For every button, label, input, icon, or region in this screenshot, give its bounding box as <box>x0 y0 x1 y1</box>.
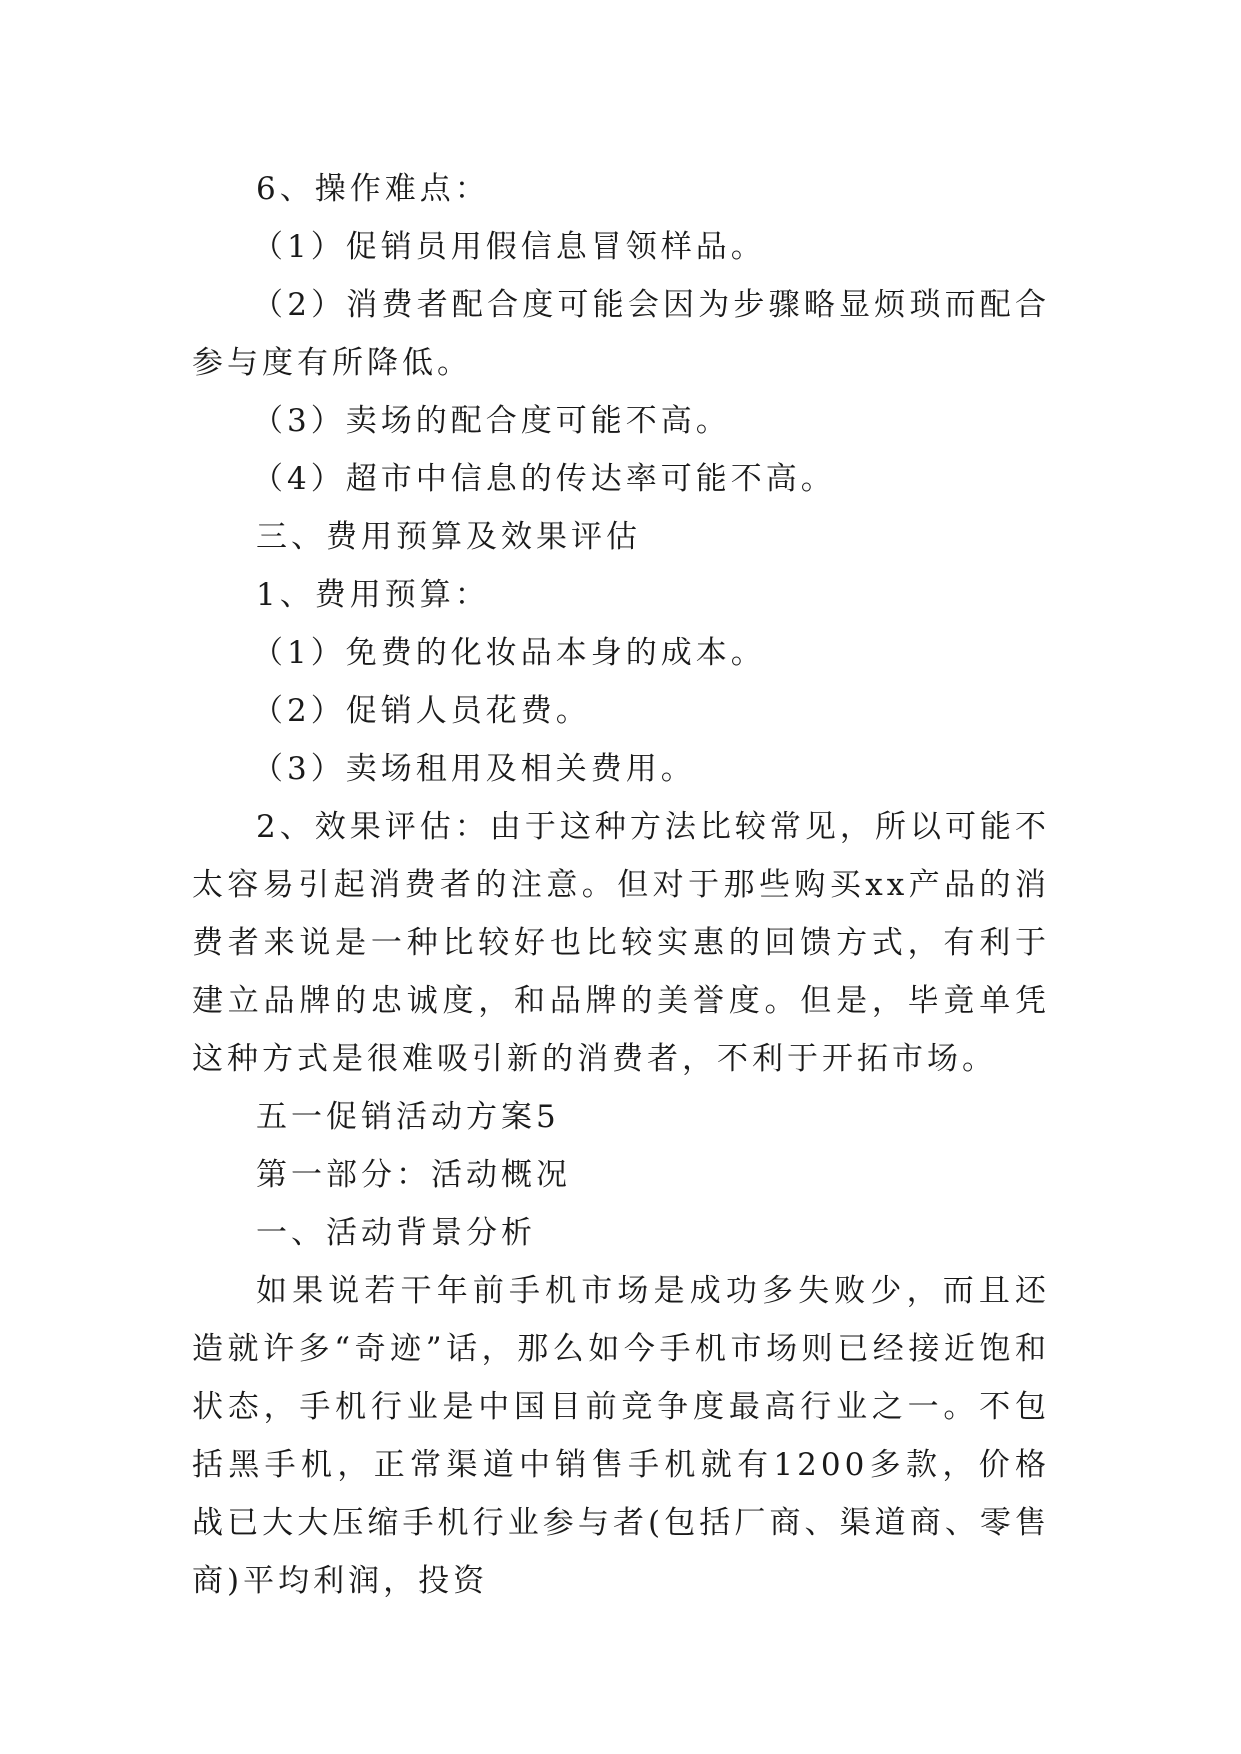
document-body <box>192 160 1050 1610</box>
body-paragraph: 如果说若干年前手机市场是成功多失败少，而且还造就许多“奇迹”话，那么如今手机市场则已经接近饱和状态，手机行业是中国目前竞争度最高行业之一。不包括黑手机，正常渠道中销售手机就有1200多款，价格战已大大压缩手机行业参与者(包括厂商、渠道商、零售商)平均利润，投资 <box>192 1273 1050 1599</box>
heading-operation-difficulties: 6、操作难点： <box>256 171 490 207</box>
list-item: （1）促销员用假信息冒领样品。 <box>252 229 766 265</box>
list-item: （1）免费的化妆品本身的成本。 <box>252 635 766 671</box>
document-title: 五一促销活动方案5 <box>256 1099 560 1135</box>
list-item: （4）超市中信息的传达率可能不高。 <box>252 461 836 497</box>
list-item: （3）卖场租用及相关费用。 <box>252 751 696 787</box>
section-heading: 三、费用预算及效果评估 <box>256 519 641 555</box>
part-heading: 第一部分：活动概况 <box>256 1157 571 1193</box>
subheading-budget: 1、费用预算： <box>256 577 490 613</box>
list-item: （3）卖场的配合度可能不高。 <box>252 403 731 439</box>
list-item: （2）促销人员花费。 <box>252 693 591 729</box>
body-paragraph: 2、效果评估：由于这种方法比较常见，所以可能不太容易引起消费者的注意。但对于那些购买xx产品的消费者来说是一种比较好也比较实惠的回馈方式，有利于建立品牌的忠诚度，和品牌的美誉度。但是，毕竟单凭这种方式是很难吸引新的消费者，不利于开拓市场。 <box>192 809 1050 1077</box>
section-heading: 一、活动背景分析 <box>256 1215 536 1251</box>
list-item: （2）消费者配合度可能会因为步骤略显烦琐而配合参与度有所降低。 <box>192 287 1050 381</box>
